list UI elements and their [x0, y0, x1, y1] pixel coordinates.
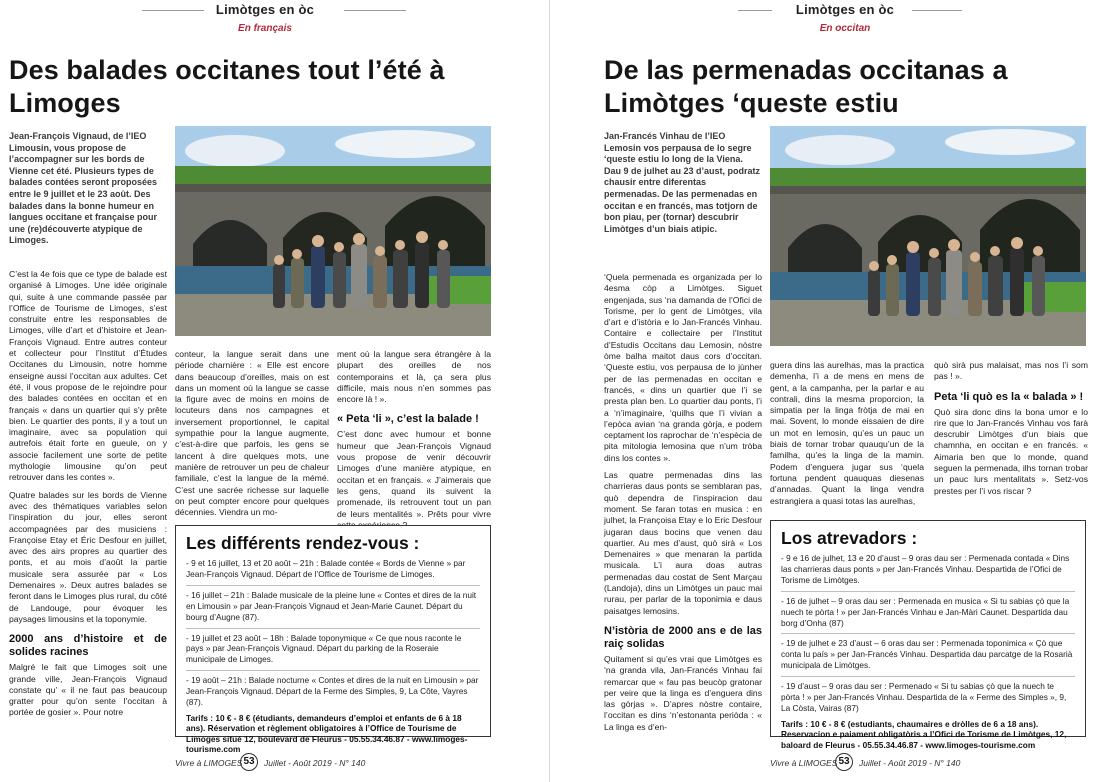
- divider: [186, 585, 480, 586]
- prices-note: Tarifs : 10 € - 8 € (estudiants, chaumaires e dròlles de 6 a 18 ans). Reservacion e paiament obligatòris a l’Ofici de Torisme de Limòtges, 12, baloard de Fleurus - 05.55.34.46.87 - www.limoges-tourisme.com: [781, 718, 1067, 750]
- events-box-title: Les différents rendez-vous :: [186, 533, 420, 553]
- events-box-title: Los atrevadors :: [781, 528, 918, 548]
- bridge-photo-drawing: [175, 126, 491, 336]
- event-item: - 19 de julhet e 23 d’aust – 6 oras dau ser : Permenada toponimica « Çò que conta lu país » per Jan-Francés Vinhau. Despartida dau parcatge de la Rosarià municipala de Limòtges.: [781, 638, 1073, 671]
- article-headline: De las permenadas occitanas a Limòtges ‘queste estiu: [604, 55, 1008, 118]
- rubric-rule-right: [344, 10, 406, 11]
- text-column-3: [337, 349, 491, 537]
- bridge-photo-drawing: [770, 126, 1086, 346]
- divider: [781, 591, 1075, 592]
- paragraph: quò sirà pus malaisat, mas nos l’i som pas ! ».: [934, 360, 1088, 382]
- paragraph: ‘Quela permenada es organizada per lo 4esma còp a Limòtges. Siguet engenjada, sus ‘na damanda de l’Ofici de Torisme, per lo gent de Limòtges, vila d’art e d’istòria e lo Jan-Francés Vinhau. Contaire e collectaire per l’Institut d’Estudis Occitans dau Lemosin, nòstre òme balha maitot daus cors d’occitan. ‘Queste estiu, vos perpausa de lo jùnher per de las permenadas en occitan e francés, « dins un quartier que l’i se presta plan ben. Lo quartier dau ponts, l’i a ‘n’imaginaire, ‘quilhs que l’i vivian a l’epòca avian ‘na granda gòrja, e podem ceptament los raprochar de ‘n’espècia de pita mitologia lemosina que n’um tròba dins los contes ».: [604, 272, 762, 463]
- event-item: - 19 d’aust – 9 oras dau ser : Permenado « Si tu sabias çò que la nuech te pòrta ! » per Jan-Francés Vinhau. Despartida de la « Ferme des Simples », 9, La Còsta, Vairas (87): [781, 681, 1067, 713]
- article-lead: Jean-François Vignaud, de l’IEO Limousin, vous propose de l’accompagner sur les bords de Vienne cet été. Plusieurs types de balades contées seront proposées entre le 9 juillet et le 23 août. Des balades dans la bonne humeur en langues occitane et française pour une (re)découverte atypique de Limoges.: [9, 131, 158, 246]
- bridge-photo: [770, 126, 1086, 346]
- paragraph: Quò sira donc dins la bona umor e lo rire que lo Jan-Francés Vinhau vos farà descrubir Limòtges d’un biais que chamnha, en occitan e en francés. « Aimaria ben que lo monde, quand seguen la permenada, ilhs tornan trobar un pauc lurs mentalitats ». Setz-vos prestes per l’i vos riscar ?: [934, 406, 1088, 496]
- text-column-1: [9, 269, 167, 725]
- divider: [186, 628, 480, 629]
- divider: [781, 676, 1075, 677]
- footer-issue: Juillet - Août 2019 - N° 140: [859, 758, 961, 768]
- divider: [186, 670, 480, 671]
- text-column-2: [770, 360, 924, 513]
- rubric-title: Limòtges en òc: [795, 2, 895, 17]
- section-heading: « Peta ‘li », c’est la balade !: [337, 413, 479, 426]
- events-box: [175, 525, 491, 755]
- page-number: 53: [240, 753, 258, 771]
- section-heading: 2000 ans d’histoire et de solides racines: [9, 633, 167, 659]
- paragraph: Las quatre permenadas dins las charrieras daus ponts se semblaran pas, quò dependra de l’inspiracion dau moment. Se faran totas en musica : en julhet, la Françoisa Etay e lo Eric Desfour jugaran daus bocins que venen dau quartier. Au mes d’aust, quò sirà « Los Demenaires » que menaran la partida musicala. L’i aura doas autras permenadas dau costat de Sent Marçau (Landoja), dins un Limòtges un pauc mai rurau, per parlar de la toponimia e daus paisatges lemosins.: [604, 470, 762, 616]
- events-box: [770, 520, 1086, 750]
- event-item: - 16 de julhet – 9 oras dau ser : Permenada en musica « Si tu sabias çò que la nuech te pòrta ! » per Jan-Francés Vinhau e Jan-Màri Caunet. Despartida dau borg d’Onha (87): [781, 595, 1070, 628]
- bridge-photo: [175, 126, 491, 336]
- event-item: - 9 et 16 juillet, 13 et 20 août – 21h : Balade contée « Bords de Vienne » par Jean-François Vignaud. Départ de l’Office de Tourisme de Limoges.: [186, 558, 466, 579]
- rubric-title: Limòtges en òc: [215, 2, 315, 17]
- rubric-subtitle: En français: [238, 23, 292, 34]
- rubric-rule-right: [912, 10, 962, 11]
- event-item: - 19 juillet et 23 août – 18h : Balade toponymique « Ce que nous raconte le pays » par Jean-François Vignaud. Départ du parking de la Roseraie municipale de Limoges.: [186, 632, 462, 665]
- paragraph: C’est la 4e fois que ce type de balade est organisé à Limoges. Une idée originale qui, suite à une commande passée par l’Office de Tourisme de Limoges, s’est construite entre les responsables de Limoges, ville d’art et d’histoire et Jean-François Vignaud. Entre autres conteur et collecteur pour l’Institut d’Études Occitanes du Limousin, notre homme enseigne aussi l’occitan aux adultes. Cet été, il vous propose de le rejoindre pour des balades contées en occitan et en français « dans un quartier qui s’y prête bien. Le quartier des ponts, il y a tout un imaginaire, avec sa population qui autrefois était forte en gueule, on y associe facilement une sorte de petite mythologie limousine qu’on peut retrouver dans les contes ».: [9, 269, 167, 483]
- paragraph: Quitament si qu’es vrai que Limòtges es ‘na granda vila, Jan-Francés Vinhau fai remarcar que « fau pas beucòp gratonar per veire que la linga es d’enguera dins las gòrjas ». D’apres nòstre contaire, l’occitan es dins ‘n’estonanta periòda : « La linga es d’en-: [604, 653, 762, 732]
- divider: [781, 633, 1075, 634]
- event-item: - 16 juillet – 21h : Balade musicale de la pleine lune « Contes et dires de la nuit en Limousin » par Jean-François Vignaud et Jean-Marie Caunet. Départ du bourg d’Augne (87).: [186, 589, 477, 622]
- paragraph: guera dins las aurelhas, mas la practica demenha, l’i a de mens en mens de gent, a la campanha, per la parlar e au contrali, dins la mesma proporcion, la simpatia per la linga fròtja de mai en mai. Sovent, lo monde eissaien de dire un mot en lemosin, qu’es un pauc un biais de tornar trobar quauqu’un de la familha, qu’es la linga de la mamin. Podem d’enguera jugar sus ‘quela fortuna pendent quauquas diesenas d’annadas. Quant la linga vendra estrangiera a quasi totas las aurelhas,: [770, 360, 924, 506]
- text-column-2: [175, 349, 329, 524]
- paragraph: Malgré le fait que Limoges soit une grande ville, Jean-François Vignaud constate qu’ « il ne faut pas beaucoup gratter pour qu’on sente l’occitan à portée de gosier ». Pour notre: [9, 662, 167, 718]
- event-item: - 9 e 16 de julhet, 13 e 20 d’aust – 9 oras dau ser : Permenada contada « Dins las charrieras daus ponts » per Jan-Francés Vinhau. Despartida de l’Ofici de Torisme de Limòtges.: [781, 553, 1070, 585]
- section-heading: N’istòria de 2000 ans e de las raiç solidas: [604, 624, 762, 650]
- text-column-3: [934, 360, 1088, 503]
- rubric-subtitle: En occitan: [819, 23, 871, 34]
- section-heading: Peta ‘li quò es la « balada » !: [934, 390, 1084, 403]
- text-column-1: [604, 272, 762, 739]
- prices-note: Tarifs : 10 € - 8 € (étudiants, demandeurs d’emploi et enfants de 6 à 18 ans). Réservation et règlement obligatoires à l’Office de Tourisme de Limoges situé 12, boulevard de Fleurus - 05.55.34.46.87 - www.limoges-tourisme.com: [186, 712, 468, 755]
- page-occitan: [549, 0, 1098, 782]
- paragraph: Quatre balades sur les bords de Vienne avec des thématiques variables selon l’inspiration du jour, elles seront accompagnées par des musiciens : Françoise Etay et Éric Desfour en juillet, avec des airs propres au quartier des ponts, et au mois d’août la partie musicale sera assurée par « Los Demenaires ». Deux autres balades se feront dans le Limoges plus rural, du côté de Landouge, pour évoquer les paysages limousins et la toponymie.: [9, 489, 167, 624]
- article-headline: Des balades occitanes tout l’été à Limoges: [9, 55, 445, 118]
- footer-issue: Juillet - Août 2019 - N° 140: [264, 758, 366, 768]
- footer-magazine: Vivre à LIMOGES: [175, 758, 243, 768]
- paragraph: conteur, la langue serait dans une période charnière : « Elle est encore dans beaucoup d’oreilles, mais on est dans un moment où la langue se casse la figure avec de moins en moins de locuteurs dans nos campagnes et inversement proportionnel, le capital sympathie pour la langue augmente, c’est-à-dire que parfois, les gens se lancent à dire quelques mots, une manière de retrouver un peu de chaleur familiale, c’est la langue de la mémé. C’est une sacrée richesse sur laquelle on peut compter encore pour quelques décennies. Viendra un mo-: [175, 349, 329, 518]
- page-number: 53: [835, 753, 853, 771]
- paragraph: C’est donc avec humour et bonne humeur que Jean-François Vignaud vous propose de venir découvrir Limoges d’une manière atypique, en occitan et en français. « J’aimerais que les gens, quand ils suivent la promenade, ils retrouvent tout un pan de leurs mentalités ». Prêts pour vivre: [337, 429, 491, 519]
- event-item: - 19 août – 21h : Balade nocturne « Contes et dires de la nuit en Limousin » par Jean-François Vignaud. Départ de la Ferme des Simples, 9, La Côte, Vayres (87).: [186, 675, 479, 708]
- paragraph: ment où la langue sera étrangère à la plupart des oreilles de nos contemporains et là, ça sera plus difficile, mais nous n’en sommes pas encore là ! ».: [337, 349, 491, 405]
- article-lead: Jan-Francés Vinhau de l’IEO Lemosin vos perpausa de lo segre ‘queste estiu lo long de la Viena. Dau 9 de julhet au 23 d’aust, podratz chausir entre diferentas permenadas. De las permenadas en occitan e en francés, mas totjorn de bon piau, per (tornar) descubrir Limòtges d’un biais atipic.: [604, 131, 761, 234]
- footer-magazine: Vivre à LIMOGES: [770, 758, 838, 768]
